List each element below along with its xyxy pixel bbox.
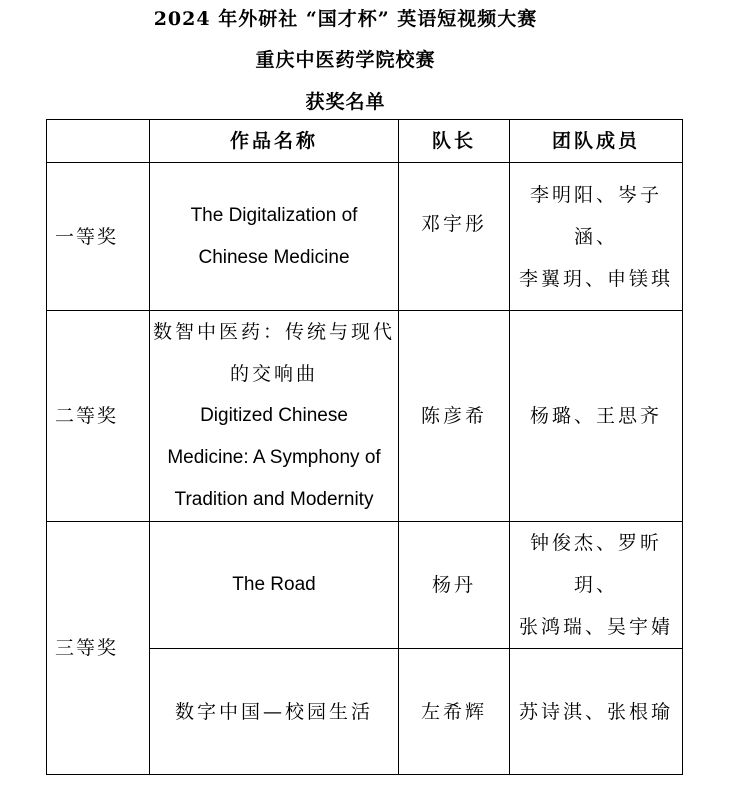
work-title-line: The Digitalization of (190, 204, 358, 226)
member-line: 杨璐、王思齐 (529, 405, 662, 427)
member-line: 李明阳、岑子涵、 (529, 183, 662, 248)
column-header-captain: 队长 (399, 120, 510, 163)
column-header-award (47, 120, 150, 163)
work-title-line: Digitized Chinese (200, 405, 348, 426)
team-members (510, 522, 683, 649)
table-row (47, 522, 683, 649)
list-heading: 获奖名单 (305, 91, 386, 113)
award-level: 一等奖 (47, 163, 150, 311)
member-line: 李翼玥、申镁琪 (518, 267, 673, 290)
captain-name (399, 163, 510, 311)
work-title: 数字中国—校园生活 (150, 649, 399, 775)
member-line: 张鸿瑞、吴宇婧 (518, 616, 673, 638)
member-line: 苏诗淇、张根瑜 (518, 700, 673, 723)
award-level: 三等奖 (47, 522, 150, 775)
work-title-cn-line: 的交响曲 (229, 363, 318, 385)
captain-name-text: 邓宇彤 (420, 213, 487, 235)
captain-name: 陈彦希 (399, 311, 510, 522)
work-title: The Road (150, 522, 399, 649)
work-title-line: Chinese Medicine (198, 246, 350, 268)
member-line: 钟俊杰、罗昕玥、 (529, 532, 662, 596)
work-title-line: Medicine: A Symphony of (167, 447, 381, 468)
column-header-work: 作品名称 (150, 120, 399, 163)
table-header-row (47, 120, 683, 163)
team-members (510, 649, 683, 775)
team-members (510, 163, 683, 311)
table-row (47, 163, 683, 311)
column-header-members: 团队成员 (510, 120, 683, 163)
page-title: 2024 年外研社 “国才杯” 英语短视频大赛 (153, 8, 538, 30)
award-level: 二等奖 (47, 311, 150, 522)
captain-name: 左希辉 (399, 649, 510, 775)
work-title (150, 163, 399, 311)
work-title-cn-line: 数智中医药：传统与现代 (152, 321, 395, 343)
work-title-line: Tradition and Modernity (174, 489, 374, 510)
work-title (150, 311, 399, 522)
table-row (47, 311, 683, 522)
page-subtitle: 重庆中医药学院校赛 (255, 49, 436, 71)
captain-name: 杨丹 (399, 522, 510, 649)
team-members (510, 311, 683, 522)
award-table (46, 119, 683, 775)
